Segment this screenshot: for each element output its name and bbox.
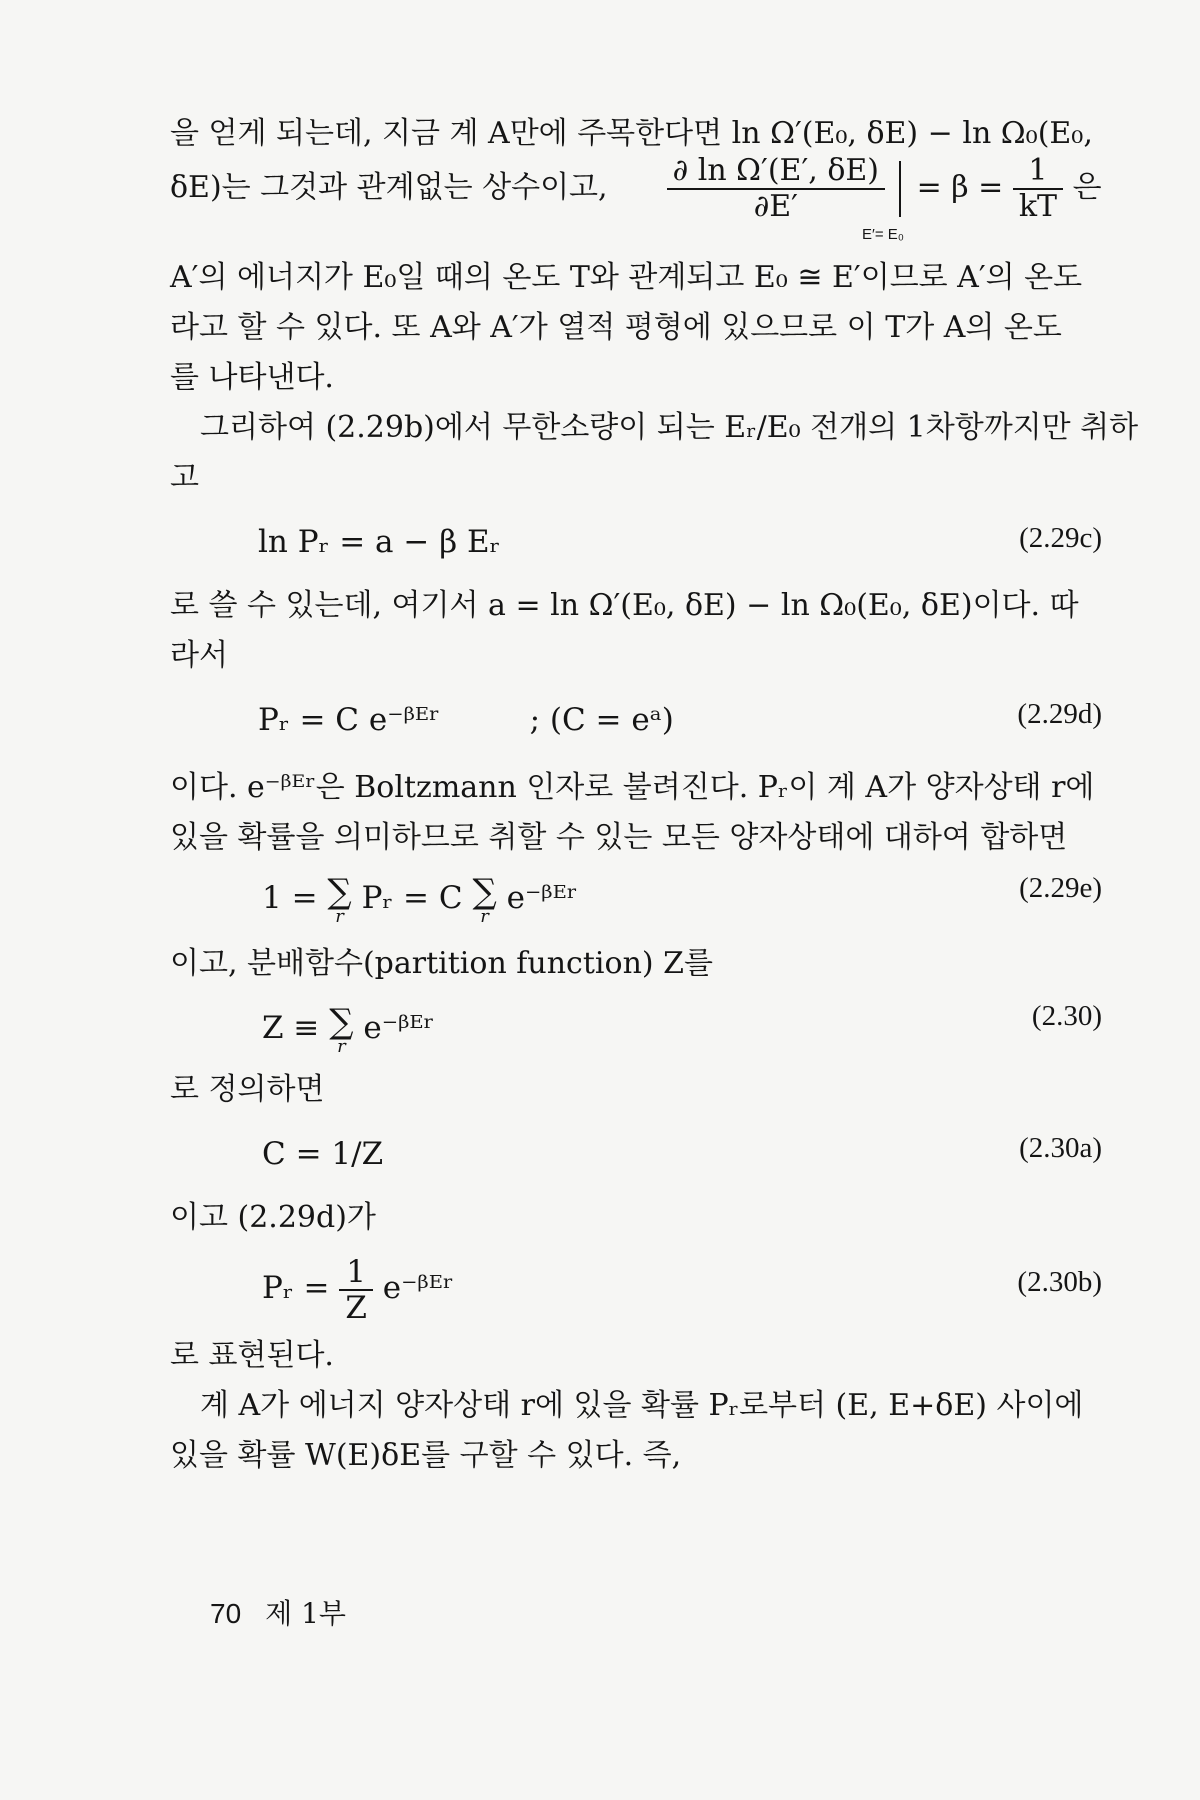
equation-number: (2.29e) [1019,872,1102,904]
text-segment: δE)는 그것과 관계없는 상수이고, [170,170,608,205]
text-line: 라서 [170,638,228,673]
summation [329,1001,354,1057]
text-line: 계 A가 에너지 양자상태 r에 있을 확률 Pᵣ로부터 (E, E+δE) 사이에 [200,1388,1084,1423]
text-line: 이다. e⁻ᵝᴱʳ은 Boltzmann 인자로 불려진다. Pᵣ이 계 A가 양자상태 r에 [170,770,1095,805]
equation-number: (2.30a) [1019,1132,1102,1164]
text-line: 이고, 분배함수(partition function) Z를 [170,946,713,981]
equation-number: (2.30b) [1017,1266,1102,1298]
fraction-numerator: 1 [1013,154,1063,190]
page-number: 70 [210,1598,242,1629]
fraction-numerator: ∂ ln Ω′(E′, δE) [667,154,885,190]
equation-lhs: Pᵣ = C e⁻ᵝᴱʳ [258,702,440,738]
equation-condition: ; (C = eᵃ) [529,702,674,738]
summation [472,871,497,927]
part-label: 제 1부 [265,1597,346,1630]
one-over-z-fraction [339,1255,373,1325]
text-line: 라고 할 수 있다. 또 A와 A′가 열적 평형에 있으므로 이 T가 A의 온도 [170,310,1062,345]
equation-2-29d [258,698,674,742]
evaluation-limit: E′= E₀ [862,226,904,243]
fraction-denominator: kT [1018,189,1058,224]
sum-index: r [480,905,489,927]
equation-number: (2.30) [1031,1000,1102,1032]
equation-2-29c: ln Pᵣ = a − β Eᵣ [258,524,501,560]
text-line: 있을 확률 W(E)δE를 구할 수 있다. 즉, [170,1438,682,1473]
text-segment: 은 [1072,170,1102,205]
text-line: 을 얻게 되는데, 지금 계 A만에 주목한다면 ln Ω′(E₀, δE) − ln Ω₀(E₀, [170,116,1093,151]
equation-part: e⁻ᵝᴱʳ [382,1270,454,1306]
evaluation-bar [899,161,901,217]
text-line-with-derivative [170,148,1100,228]
text-line: 로 정의하면 [170,1072,325,1107]
sum-index: r [337,1035,346,1057]
equation-part: 1 = [262,880,318,916]
fraction-denominator: Z [345,1289,367,1326]
equation-number: (2.29d) [1017,698,1102,730]
text-line: 로 쓸 수 있는데, 여기서 a = ln Ω′(E₀, δE) − ln Ω₀(E₀, δE)이다. 따 [170,588,1079,623]
sum-index: r [335,905,344,927]
fraction-denominator: ∂E′ [753,189,798,224]
fraction-numerator: 1 [339,1255,373,1291]
summation [327,871,352,927]
text-line: 로 표현된다. [170,1338,334,1373]
derivative-fraction [667,154,885,224]
equation-2-30b [262,1248,454,1328]
equation-2-30 [262,998,434,1058]
sum-symbol: ∑ [472,871,497,912]
text-line: 그리하여 (2.29b)에서 무한소량이 되는 Eᵣ/E₀ 전개의 1차항까지만 취하 [200,410,1139,445]
text-line: 이고 (2.29d)가 [170,1200,376,1235]
equation-part: Z ≡ [262,1010,320,1046]
text-line: 있을 확률을 의미하므로 취할 수 있는 모든 양자상태에 대하여 합하면 [170,820,1068,855]
text-line: 를 나타낸다. [170,360,334,395]
equation-2-30a: C = 1/Z [262,1136,384,1172]
page-footer [210,1594,346,1634]
text-segment: = β = [916,170,1004,205]
one-over-kt-fraction [1013,154,1063,224]
text-line: 고 [170,460,199,495]
text-line: A′의 에너지가 E₀일 때의 온도 T와 관계되고 E₀ ≅ E′이므로 A′의 온도 [170,260,1083,295]
sum-symbol: ∑ [327,871,352,912]
equation-part: e⁻ᵝᴱʳ [506,880,578,916]
equation-2-29e [262,868,578,928]
sum-symbol: ∑ [329,1001,354,1042]
equation-part: Pᵣ = [262,1270,330,1306]
equation-part: Pᵣ = C [361,880,463,916]
equation-number: (2.29c) [1019,522,1102,554]
equation-part: e⁻ᵝᴱʳ [363,1010,435,1046]
